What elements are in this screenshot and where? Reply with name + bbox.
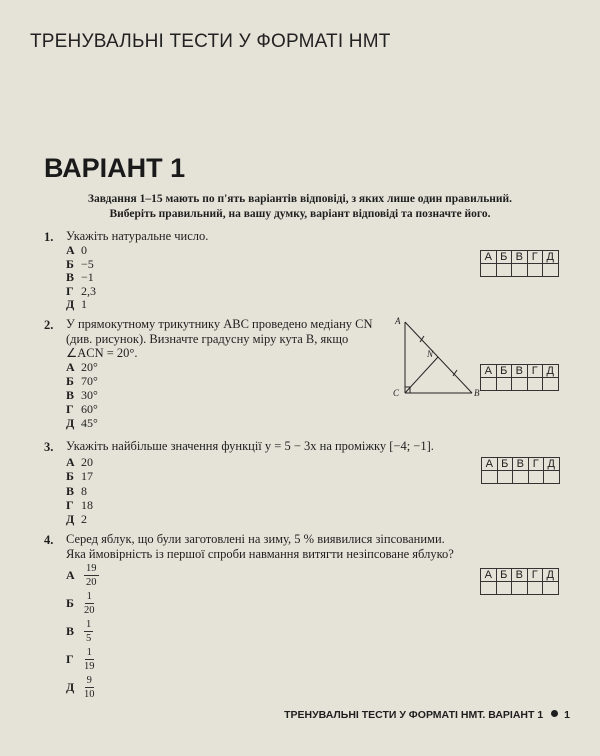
- answer-cell[interactable]: [481, 378, 497, 391]
- grid-label: В: [512, 569, 528, 582]
- option-c[interactable]: В −1: [66, 270, 94, 285]
- answer-grid: [480, 568, 559, 595]
- grid-label: А: [481, 365, 497, 378]
- option-c[interactable]: В 30°: [66, 388, 98, 402]
- options-list: [66, 244, 96, 312]
- grid-label: Г: [527, 569, 543, 582]
- grid-label: Г: [527, 365, 543, 378]
- text-line: Яка ймовірність із першої спроби навмання витягти незіпсоване яблуко?: [66, 546, 454, 561]
- answer-grid: [480, 364, 559, 391]
- answer-cell[interactable]: [543, 264, 559, 277]
- question-number: 3.: [44, 440, 54, 454]
- vertex-label-c: C: [393, 388, 400, 398]
- text-line: У прямокутному трикутнику ABC проведено медіану CN: [66, 317, 373, 331]
- instructions-line-2: Виберіть правильний, на вашу думку, варіант відповіді та позначте його.: [109, 208, 491, 220]
- answer-grid: [480, 250, 559, 277]
- option-b[interactable]: Б 70°: [66, 374, 98, 388]
- grid-label: А: [482, 458, 498, 471]
- grid-label: А: [481, 569, 497, 582]
- running-header: ТРЕНУВАЛЬНІ ТЕСТИ У ФОРМАТІ НМТ: [30, 31, 391, 52]
- option-d[interactable]: Г 60°: [66, 402, 98, 416]
- grid-label: А: [481, 251, 497, 264]
- answer-grid: [481, 457, 560, 484]
- option-d[interactable]: Г $\frac{1}{19}$: [66, 647, 95, 672]
- grid-label: Д: [543, 365, 559, 378]
- answer-cell[interactable]: [543, 582, 559, 595]
- question-number: 2.: [44, 318, 54, 332]
- instructions-line-1: Завдання 1–15 мають по п'ять варіантів відповіді, з яких лише один правильний.: [87, 193, 513, 205]
- answer-cell[interactable]: [496, 264, 512, 277]
- answer-cell[interactable]: [496, 582, 512, 595]
- answer-cell[interactable]: [513, 471, 529, 484]
- option-a[interactable]: А 0: [66, 243, 87, 257]
- grid-label: Г: [528, 458, 544, 471]
- vertex-label-b: B: [474, 388, 480, 398]
- grid-label: В: [512, 251, 528, 264]
- answer-cell[interactable]: [527, 378, 543, 391]
- option-e[interactable]: Д $\frac{9}{10}$: [66, 675, 95, 700]
- page-footer: [284, 709, 570, 721]
- options-list: [66, 455, 93, 526]
- answer-cell[interactable]: [527, 582, 543, 595]
- grid-label: Б: [496, 569, 512, 582]
- option-a[interactable]: А $\frac{19}{20}$: [66, 563, 97, 588]
- option-c[interactable]: В 8: [66, 483, 87, 498]
- answer-cell[interactable]: [528, 471, 544, 484]
- option-e[interactable]: Д 45°: [66, 416, 98, 430]
- answer-cell[interactable]: [497, 471, 513, 484]
- option-b[interactable]: Б $\frac{1}{20}$: [66, 591, 95, 616]
- grid-label: Д: [543, 569, 559, 582]
- grid-label: Д: [544, 458, 560, 471]
- text-line: ∠ACN = 20°.: [66, 346, 138, 360]
- footer-text: ТРЕНУВАЛЬНІ ТЕСТИ У ФОРМАТІ НМТ. ВАРІАНТ 1: [284, 709, 544, 721]
- option-a[interactable]: А 20°: [66, 360, 98, 374]
- answer-cell[interactable]: [527, 264, 543, 277]
- answer-cell[interactable]: [544, 471, 560, 484]
- question-text: Укажіть найбільше значення функції y = 5 − 3x на проміжку [−4; −1].: [66, 439, 434, 453]
- page-number: 1: [564, 709, 570, 721]
- grid-label: Б: [496, 251, 512, 264]
- option-b[interactable]: Б 17: [66, 469, 93, 484]
- question-text: [66, 532, 454, 561]
- question-text: [66, 317, 373, 361]
- options-list: [66, 360, 98, 430]
- question-number: 1.: [44, 230, 54, 244]
- option-e[interactable]: Д 1: [66, 297, 87, 312]
- vertex-label-a: A: [395, 316, 401, 326]
- text-line: (див. рисунок). Визначте градусну міру кута B, якщо: [66, 331, 349, 346]
- option-b[interactable]: Б −5: [66, 256, 94, 271]
- answer-cell[interactable]: [512, 582, 528, 595]
- grid-label: В: [512, 365, 528, 378]
- option-c[interactable]: В $\frac{1}{5}$: [66, 619, 92, 644]
- answer-cell[interactable]: [512, 378, 528, 391]
- options-list: [66, 563, 99, 703]
- answer-cell[interactable]: [481, 264, 497, 277]
- grid-label: Б: [496, 365, 512, 378]
- point-label-n: N: [427, 349, 434, 359]
- answer-cell[interactable]: [482, 471, 498, 484]
- answer-cell[interactable]: [543, 378, 559, 391]
- answer-cell[interactable]: [481, 582, 497, 595]
- answer-cell[interactable]: [512, 264, 528, 277]
- text-line: Серед яблук, що були заготовлені на зиму, 5 % виявилися зіпсованими.: [66, 532, 445, 546]
- variant-title: ВАРІАНТ 1: [44, 153, 186, 183]
- grid-label: Б: [497, 458, 513, 471]
- grid-label: Д: [543, 251, 559, 264]
- question-number: 4.: [44, 533, 54, 547]
- answer-cell[interactable]: [496, 378, 512, 391]
- grid-label: В: [513, 458, 529, 471]
- bullet-icon: [551, 710, 558, 717]
- option-e[interactable]: Д 2: [66, 512, 87, 527]
- option-d[interactable]: Г 18: [66, 497, 93, 512]
- question-text: Укажіть натуральне число.: [66, 229, 209, 243]
- grid-label: Г: [527, 251, 543, 264]
- option-d[interactable]: Г 2,3: [66, 283, 96, 298]
- option-a[interactable]: А 20: [66, 455, 93, 469]
- triangle-figure: [385, 312, 480, 404]
